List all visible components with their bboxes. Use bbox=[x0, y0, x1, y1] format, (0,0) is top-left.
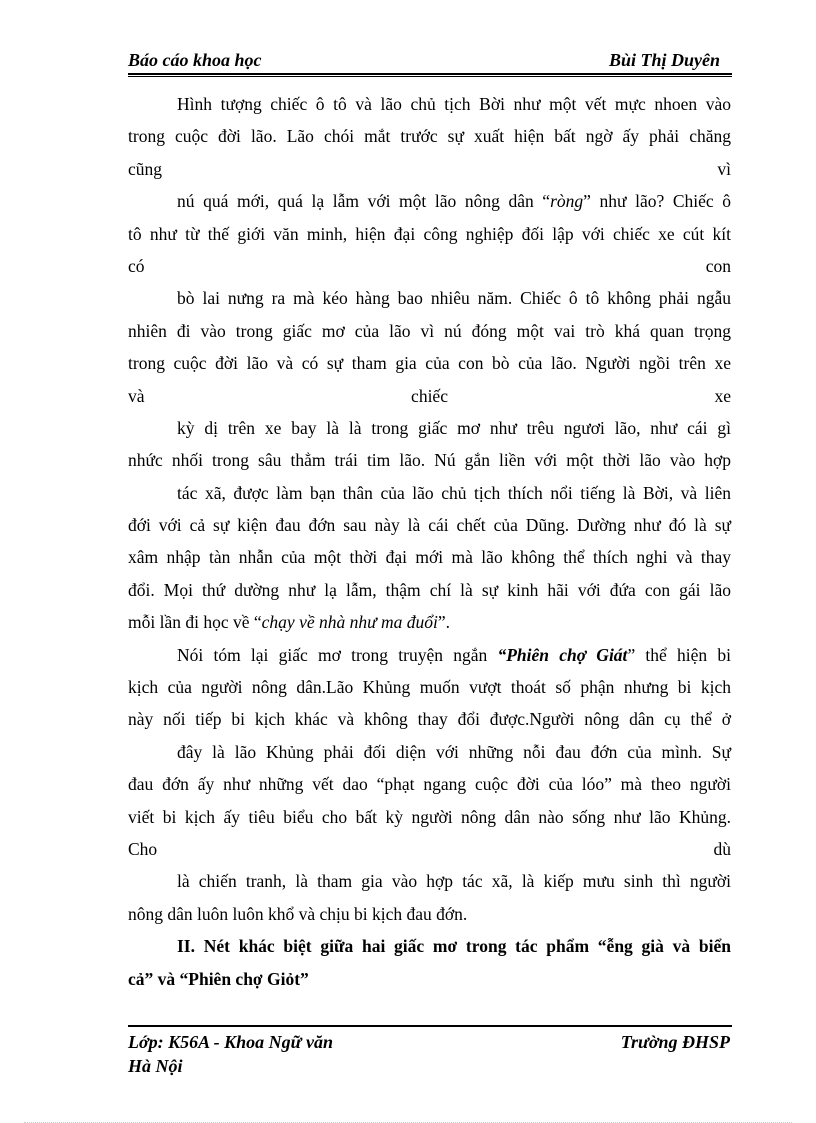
footer-city: Hà Nội bbox=[128, 1056, 183, 1076]
header-rule-thin bbox=[128, 76, 732, 77]
header-author: Bùi Thị Duyên bbox=[608, 50, 720, 70]
text-line: Nói tóm lại giấc mơ trong truyện ngắn “Phiên chợ Giát” thể hiện bi bbox=[177, 644, 731, 665]
page-footer bbox=[128, 1030, 732, 1078]
text-line: đổi. Mọi thứ dường như lạ lẫm, thậm chí là sự kinh hãi với đứa con gái lão bbox=[128, 579, 731, 600]
text-line: đây là lão Khủng phải đối diện với những nỗi đau đớn của mình. Sự bbox=[177, 741, 731, 762]
section-heading: II. Nét khác biệt giữa hai giấc mơ trong tác phẩm “ễng già và biển bbox=[177, 936, 731, 957]
text-line: kịch của người nông dân.Lão Khủng muốn vượt thoát số phận nhưng bi kịch bbox=[128, 677, 731, 698]
footer-class: Lớp: K56A - Khoa Ngữ văn bbox=[128, 1032, 333, 1052]
text-line: đau đớn ấy như những vết dao “phạt ngang cuộc đời của lóo” mà theo người bbox=[128, 774, 731, 795]
text-line: cũng vì bbox=[128, 158, 731, 179]
document-body bbox=[128, 88, 731, 995]
text-line: này nối tiếp bi kịch khác và không thay đổi được.Người nông dân cụ thể ở bbox=[128, 709, 731, 730]
text-line: nông dân luôn luôn khổ và chịu bi kịch đau đớn. bbox=[128, 903, 468, 924]
page-header bbox=[128, 48, 732, 74]
text-line: và chiếc xe bbox=[128, 385, 732, 406]
text-line: tô như từ thế giới văn minh, hiện đại công nghiệp đối lập với chiếc xe cút kít bbox=[128, 223, 731, 244]
text-line: đới với cả sự kiện đau đớn sau này là cái chết của Dũng. Dường như đó là sự bbox=[128, 515, 731, 536]
text-line: nhức nhối trong sâu thẳm trái tim lão. Nú gắn liền với một thời lão vào hợp bbox=[128, 450, 731, 471]
text-line: trong cuộc đời lão và có sự tham gia của con bò của lão. Người ngồi trên xe bbox=[128, 353, 731, 374]
text-line: xâm nhập tàn nhẫn của một thời đại mới mà lão không thể thích nghi và thay bbox=[128, 547, 731, 568]
section-heading-cont: cả” và “Phiên chợ Giỏt” bbox=[128, 968, 309, 989]
text-line: nhiên đi vào trong giấc mơ của lão vì nú đóng một vai trò khá quan trọng bbox=[128, 320, 731, 341]
header-rule bbox=[128, 73, 732, 75]
text-line: Hình tượng chiếc ô tô và lão chủ tịch Bời như một vết mực nhoen vào bbox=[177, 94, 731, 114]
footer-rule bbox=[128, 1025, 732, 1027]
text-line: mỗi lần đi học về “chạy về nhà như ma đuổi”. bbox=[128, 612, 451, 633]
text-line: Cho dù bbox=[128, 838, 731, 859]
text-line: có con bbox=[128, 255, 731, 276]
text-line: trong cuộc đời lão. Lão chói mắt trước sự xuất hiện bất ngờ ấy phải chăng bbox=[128, 126, 731, 147]
text-line: viết bi kịch ấy tiêu biểu cho bất kỳ người nông dân nào sống như lão Khủng. bbox=[128, 806, 731, 827]
text-line: bò lai nưng ra mà kéo hàng bao nhiêu năm. Chiếc ô tô không phải ngẫu bbox=[177, 288, 731, 309]
text-line: kỳ dị trên xe bay là là trong giấc mơ như trêu ngươi lão, như cái gì bbox=[177, 417, 731, 438]
text-line: là chiến tranh, là tham gia vào hợp tác xã, là kiếp mưu sinh thì người bbox=[177, 871, 731, 892]
footer-school: Trường ĐHSP bbox=[620, 1032, 730, 1052]
header-title: Báo cáo khoa học bbox=[128, 50, 262, 70]
text-line: tác xã, được làm bạn thân của lão chủ tịch thích nổi tiếng là Bời, và liên bbox=[177, 482, 731, 503]
text-line: nú quá mới, quá lạ lẫm với một lão nông dân “ròng” như lão? Chiếc ô bbox=[177, 191, 732, 212]
